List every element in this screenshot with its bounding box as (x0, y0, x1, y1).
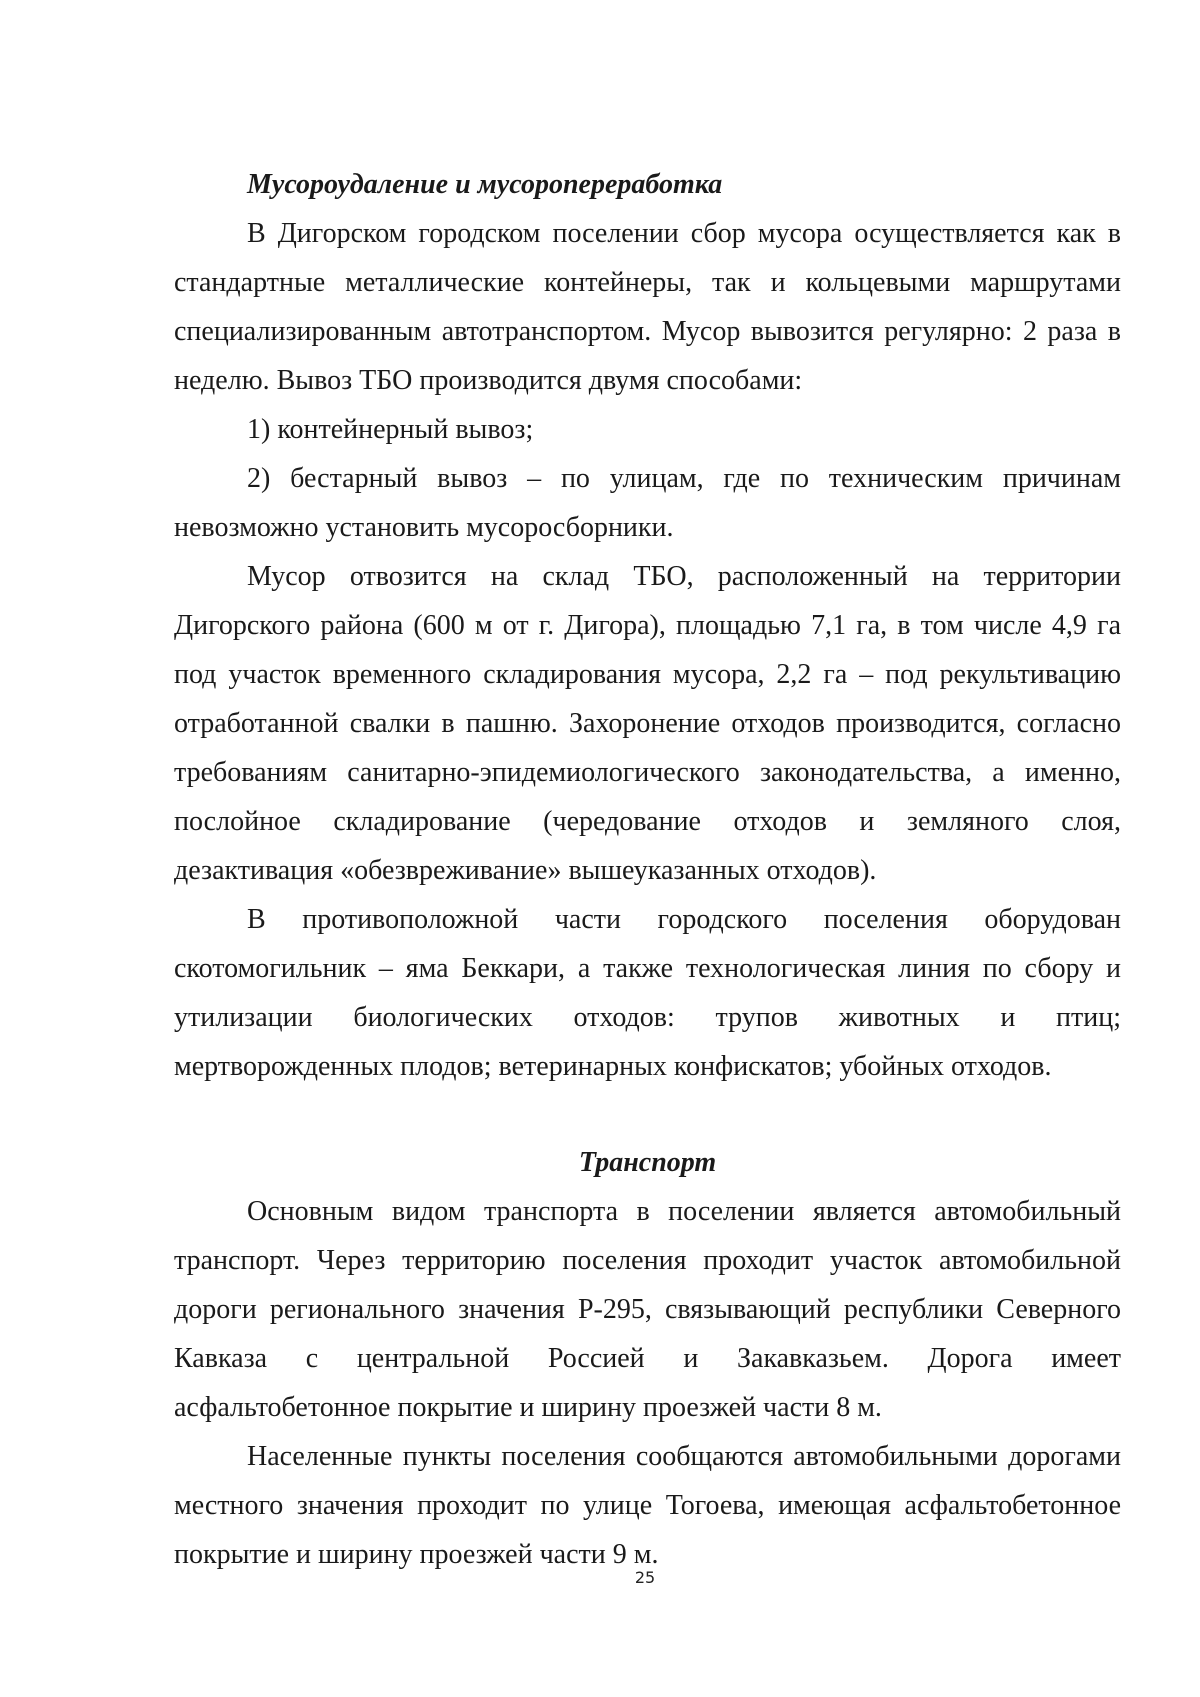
paragraph: Населенные пункты поселения сообщаются автомобильными дорогами местного значения проходит по улице Тогоева, имеющая асфальтобетонное покрытие и ширину проезжей части 9 м. (174, 1441, 1121, 1570)
paragraph: В противоположной части городского поселения оборудован скотомогильник – яма Беккари, а также технологическая линия по сбору и утилизации биологических отходов: трупов животных и птиц; мертворожденных плодов; ветеринарных конфискатов; убойных отходов. (174, 904, 1121, 1082)
section-heading-waste: Мусороудаление и мусоропереработка (247, 169, 723, 200)
paragraph: Мусор отвозится на склад ТБО, расположенный на территории Дигорского района (600 м от г. Дигора), площадью 7,1 га, в том числе 4,9 га под участок временного складирования мусора, 2,2 га – под рекультивацию отработанной свалки в пашню. Захоронение отходов производится, согласно требованиям санитарно-эпидемиологического законодательства, а именно, послойное складирование (чередование отходов и земляного слоя, дезактивация «обезвреживание» вышеуказанных отходов). (174, 561, 1121, 886)
document-page (174, 160, 1121, 1579)
paragraph: Основным видом транспорта в поселении является автомобильный транспорт. Через территорию поселения проходит участок автомобильной дороги регионального значения Р-295, связывающий республики Северного Кавказа с центральной Россией и Закавказьем. Дорога имеет асфальтобетонное покрытие и ширину проезжей части 8 м. (174, 1196, 1121, 1423)
page-number: 25 (634, 1568, 656, 1587)
list-item: 2) бестарный вывоз – по улицам, где по техническим причинам невозможно установить мусоросборники. (174, 463, 1121, 543)
list-item: 1) контейнерный вывоз; (247, 414, 534, 445)
section-heading-transport: Транспорт (578, 1147, 717, 1178)
paragraph: В Дигорском городском поселении сбор мусора осуществляется как в стандартные металлические контейнеры, так и кольцевыми маршрутами специализированным автотранспортом. Мусор вывозится регулярно: 2 раза в неделю. Вывоз ТБО производится двумя способами: (174, 218, 1121, 396)
